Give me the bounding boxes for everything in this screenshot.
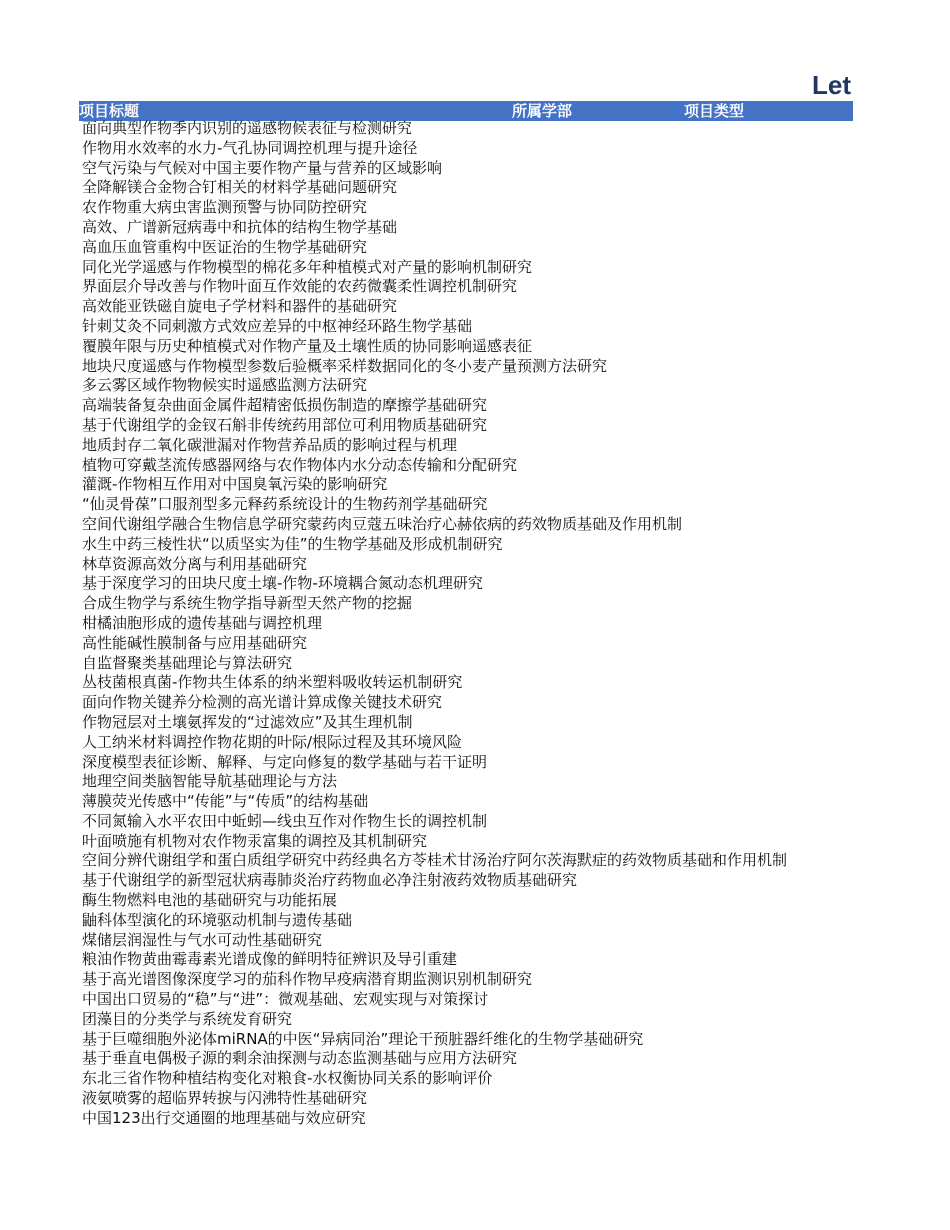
table-row[interactable]: 基于高光谱图像深度学习的茄科作物早疫病潜育期监测识别机制研究 <box>82 970 533 989</box>
table-row[interactable]: 面向作物关键养分检测的高光谱计算成像关键技术研究 <box>82 693 443 712</box>
table-row[interactable]: 高性能碱性膜制备与应用基础研究 <box>82 633 308 652</box>
table-row[interactable]: 水生中药三棱性状“以质坚实为佳”的生物学基础及形成机制研究 <box>82 534 503 553</box>
table-row[interactable]: 中国123出行交通圈的地理基础与效应研究 <box>82 1108 366 1127</box>
sheet-title-fragment: Let <box>812 70 851 96</box>
table-row[interactable]: 深度模型表征诊断、解释、与定向修复的数学基础与若干证明 <box>82 752 488 771</box>
table-row[interactable]: 灌溉-作物相互作用对中国臭氧污染的影响研究 <box>82 475 388 494</box>
table-row[interactable]: 界面层介导改善与作物叶面互作效能的农药微囊柔性调控机制研究 <box>82 277 518 296</box>
table-row[interactable]: 液氨喷雾的超临界转捩与闪沸特性基础研究 <box>82 1089 368 1108</box>
table-row[interactable]: 高效能亚铁磁自旋电子学材料和器件的基础研究 <box>82 297 398 316</box>
column-header-type[interactable]: 项目类型 <box>684 102 745 120</box>
table-row[interactable]: 柑橘油胞形成的遗传基础与调控机理 <box>82 613 323 632</box>
table-header <box>79 101 853 121</box>
table-row[interactable]: 针刺艾灸不同刺激方式效应差异的中枢神经环路生物学基础 <box>82 316 473 335</box>
table-row[interactable]: 林草资源高效分离与利用基础研究 <box>82 554 308 573</box>
table-row[interactable]: 空间代谢组学融合生物信息学研究蒙药肉豆蔻五味治疗心赫依病的药效物质基础及作用机制 <box>82 514 683 533</box>
table-row[interactable]: 酶生物燃料电池的基础研究与功能拓展 <box>82 891 338 910</box>
table-row[interactable]: 多云雾区域作物物候实时遥感监测方法研究 <box>82 376 368 395</box>
table-row[interactable]: 高效、广谱新冠病毒中和抗体的结构生物学基础 <box>82 217 398 236</box>
table-row[interactable]: 同化光学遥感与作物模型的棉花多年种植模式对产量的影响机制研究 <box>82 257 533 276</box>
table-row[interactable]: 作物用水效率的水力-气孔协同调控机理与提升途径 <box>82 138 418 157</box>
column-header-title[interactable]: 项目标题 <box>79 102 140 120</box>
table-row[interactable]: 鼬科体型演化的环境驱动机制与遗传基础 <box>82 910 353 929</box>
project-title-list <box>82 119 852 1129</box>
table-row[interactable]: 丛枝菌根真菌-作物共生体系的纳米塑料吸收转运机制研究 <box>82 673 463 692</box>
column-header-department[interactable]: 所属学部 <box>512 102 573 120</box>
table-row[interactable]: 地理空间类脑智能导航基础理论与方法 <box>82 772 338 791</box>
table-row[interactable]: 人工纳米材料调控作物花期的叶际/根际过程及其环境风险 <box>82 732 463 751</box>
table-row[interactable]: 农作物重大病虫害监测预警与协同防控研究 <box>82 198 368 217</box>
table-row[interactable]: 地块尺度遥感与作物模型参数后验概率采样数据同化的冬小麦产量预测方法研究 <box>82 356 608 375</box>
table-row[interactable]: 基于深度学习的田块尺度土壤-作物-环境耦合氮动态机理研究 <box>82 574 483 593</box>
table-row[interactable]: 空间分辨代谢组学和蛋白质组学研究中药经典名方苓桂术甘汤治疗阿尔茨海默症的药效物质基础和作用机制 <box>82 851 788 870</box>
table-row[interactable]: 空气污染与气候对中国主要作物产量与营养的区域影响 <box>82 158 443 177</box>
table-row[interactable]: 合成生物学与系统生物学指导新型天然产物的挖掘 <box>82 594 413 613</box>
table-row[interactable]: 团藻目的分类学与系统发育研究 <box>82 1009 293 1028</box>
table-row[interactable]: 煤储层润湿性与气水可动性基础研究 <box>82 930 323 949</box>
table-row[interactable]: 作物冠层对土壤氨挥发的“过滤效应”及其生理机制 <box>82 712 413 731</box>
table-row[interactable]: 覆膜年限与历史种植模式对作物产量及土壤性质的协同影响遥感表征 <box>82 336 533 355</box>
table-row[interactable]: 基于垂直电偶极子源的剩余油探测与动态监测基础与应用方法研究 <box>82 1049 518 1068</box>
table-row[interactable]: 薄膜荧光传感中“传能”与“传质”的结构基础 <box>82 792 369 811</box>
table-row[interactable]: 粮油作物黄曲霉毒素光谱成像的鲜明特征辨识及导引重建 <box>82 950 458 969</box>
table-row[interactable]: 不同氮输入水平农田中蚯蚓—线虫互作对作物生长的调控机制 <box>82 811 488 830</box>
table-row[interactable]: 基于代谢组学的金钗石斛非传统药用部位可利用物质基础研究 <box>82 415 488 434</box>
table-row[interactable]: “仙灵骨葆”口服剂型多元释药系统设计的生物药剂学基础研究 <box>82 495 488 514</box>
table-row[interactable]: 高端装备复杂曲面金属件超精密低损伤制造的摩擦学基础研究 <box>82 396 488 415</box>
table-row[interactable]: 基于巨噬细胞外泌体miRNA的中医“异病同治”理论干预脏器纤维化的生物学基础研究 <box>82 1029 644 1048</box>
table-row[interactable]: 基于代谢组学的新型冠状病毒肺炎治疗药物血必净注射液药效物质基础研究 <box>82 871 578 890</box>
table-row[interactable]: 全降解镁合金物合钉相关的材料学基础问题研究 <box>82 178 398 197</box>
table-row[interactable]: 自监督聚类基础理论与算法研究 <box>82 653 293 672</box>
table-row[interactable]: 地质封存二氧化碳泄漏对作物营养品质的影响过程与机理 <box>82 435 458 454</box>
table-row[interactable]: 叶面喷施有机物对农作物汞富集的调控及其机制研究 <box>82 831 428 850</box>
table-row[interactable]: 东北三省作物种植结构变化对粮食-水权衡协同关系的影响评价 <box>82 1069 493 1088</box>
table-row[interactable]: 高血压血管重构中医证治的生物学基础研究 <box>82 237 368 256</box>
table-row[interactable]: 面向典型作物季内识别的遥感物候表征与检测研究 <box>82 119 413 137</box>
table-row[interactable]: 植物可穿戴茎流传感器网络与农作物体内水分动态传输和分配研究 <box>82 455 518 474</box>
table-row[interactable]: 中国出口贸易的“稳”与“进”：微观基础、宏观实现与对策探讨 <box>82 990 489 1009</box>
